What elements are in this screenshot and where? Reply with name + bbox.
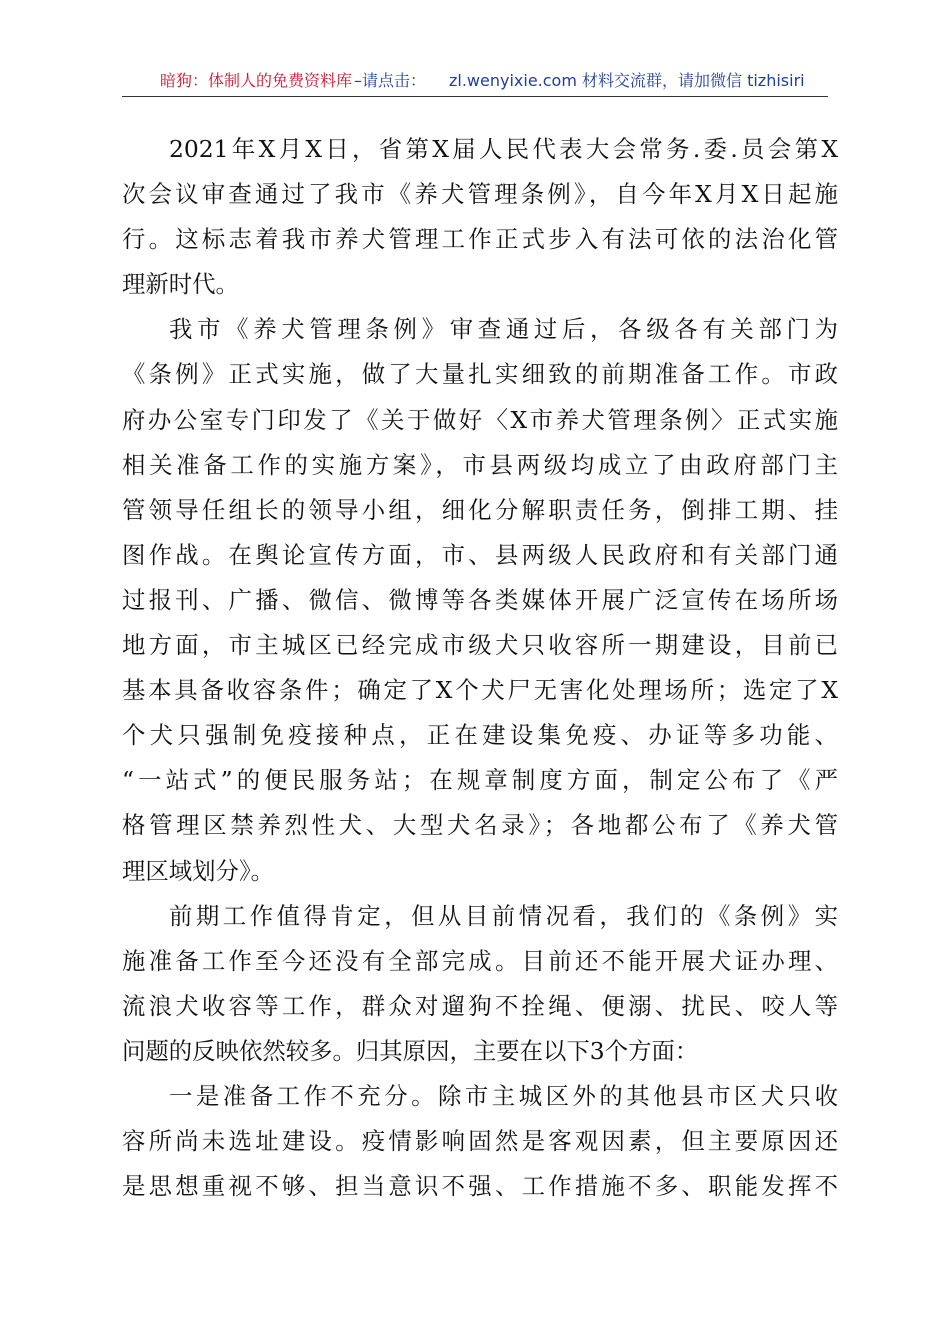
- text-line: 前期工作值得肯定，但从目前情况看，我们的《条例》实: [169, 901, 838, 930]
- paragraph: [122, 894, 838, 1074]
- text-line: 行。这标志着我市养犬管理工作正式步入有法可依的法治化管: [122, 225, 838, 254]
- text-line: 地方面，市主城区已经完成市级犬只收容所一期建设，目前已: [122, 631, 838, 660]
- text-line: 我市《养犬管理条例》审查通过后，各级各有关部门为: [169, 315, 838, 344]
- text-line: 流浪犬收容等工作，群众对遛狗不拴绳、便溺、扰民、咬人等: [122, 991, 838, 1020]
- header-divider: [122, 96, 828, 97]
- text-line: 次会议审查通过了我市《养犬管理条例》，自今年X月X日起施: [122, 180, 838, 209]
- text-line: 过报刊、广播、微信、微博等各类媒体开展广泛宣传在场所场: [122, 585, 838, 614]
- text-line: 容所尚未选址建设。疫情影响固然是客观因素，但主要原因还: [122, 1127, 838, 1156]
- document-body: [122, 127, 838, 1209]
- text-line: 理新时代。: [122, 270, 239, 299]
- text-line: 图作战。在舆论宣传方面，市、县两级人民政府和有关部门通: [122, 540, 838, 569]
- text-line: 问题的反映依然较多。归其原因，主要在以下3个方面：: [122, 1036, 699, 1065]
- text-line: 府办公室专门印发了《关于做好〈X市养犬管理条例〉正式实施: [122, 405, 838, 434]
- text-line: 施准备工作至今还没有全部完成。目前还不能开展犬证办理、: [122, 946, 838, 975]
- text-line: “一站式”的便民服务站；在规章制度方面，制定公布了《严: [122, 766, 838, 795]
- text-line: 一是准备工作不充分。除市主城区外的其他县市区犬只收: [169, 1081, 838, 1110]
- header-prompt-text: –请点击：: [354, 71, 427, 90]
- header-group-text: 材料交流群，请加微信 tizhisiri: [582, 71, 805, 90]
- header-link[interactable]: zl.wenyixie.com: [449, 71, 577, 90]
- text-line: 格管理区禁养烈性犬、大型犬名录》；各地都公布了《养犬管: [122, 811, 838, 840]
- text-line: 基本具备收容条件；确定了X个犬尸无害化处理场所；选定了X: [122, 676, 838, 705]
- text-line: 相关准备工作的实施方案》，市县两级均成立了由政府部门主: [122, 450, 838, 479]
- text-line: 管领导任组长的领导小组，细化分解职责任务，倒排工期、挂: [122, 495, 838, 524]
- text-line: 理区域划分》。: [122, 856, 275, 885]
- paragraph: [122, 127, 838, 307]
- text-line: 个犬只强制免疫接种点，正在建设集免疫、办证等多功能、: [122, 721, 838, 750]
- paragraph: [122, 307, 838, 893]
- text-line: 是思想重视不够、担当意识不强、工作措施不多、职能发挥不: [122, 1172, 838, 1201]
- header-brand-text: 暗狗：体制人的免费资料库: [160, 71, 353, 90]
- text-line: 2021年X月X日，省第X届人民代表大会常务.委.员会第X: [169, 135, 838, 163]
- text-line: 《条例》正式实施，做了大量扎实细致的前期准备工作。市政: [122, 360, 838, 389]
- paragraph: [122, 1074, 838, 1209]
- page-header: [0, 66, 950, 96]
